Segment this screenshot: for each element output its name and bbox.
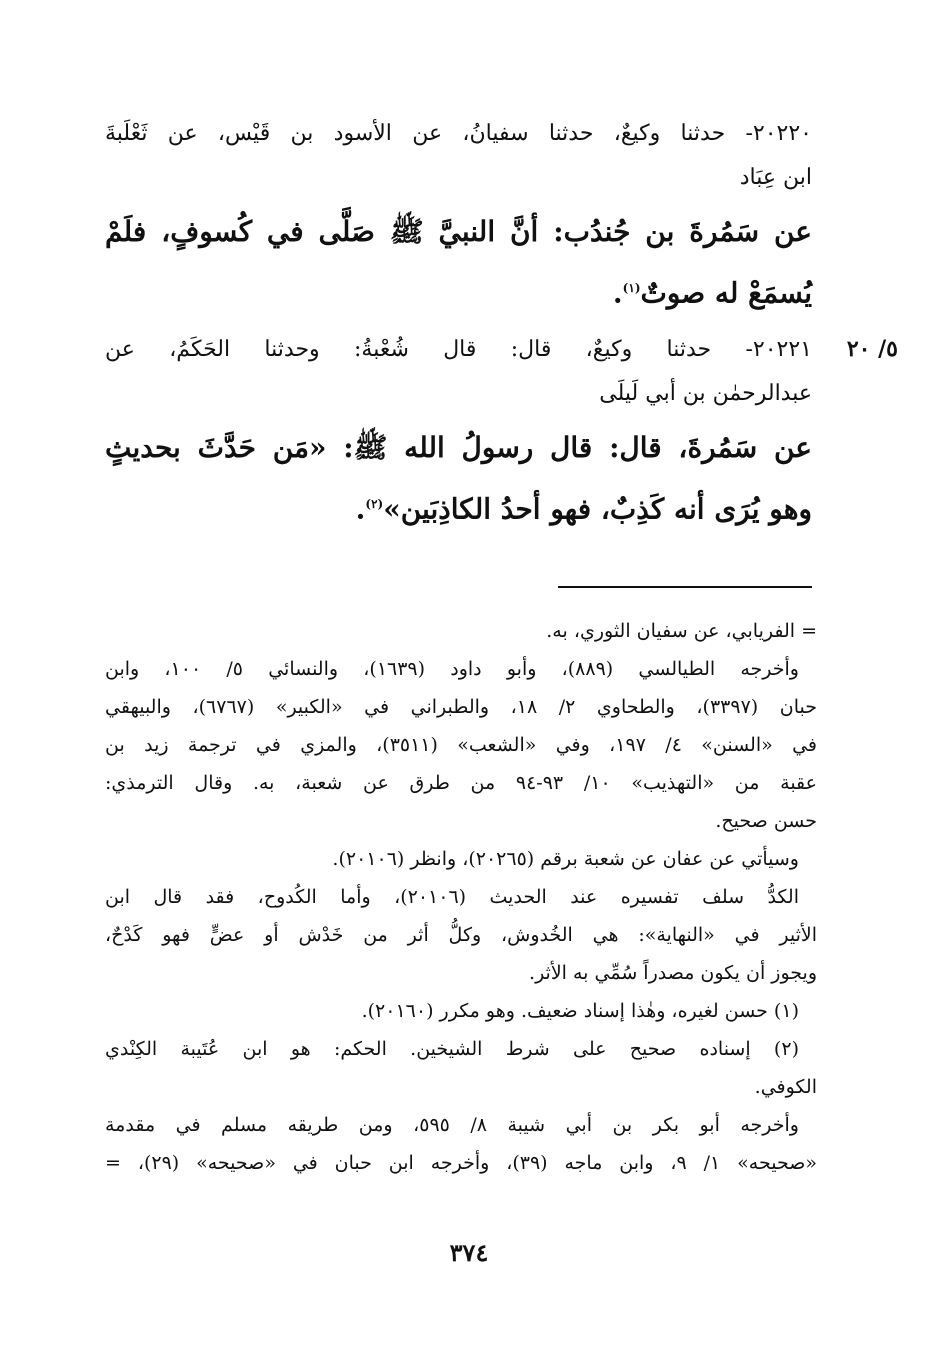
hadith-20221-matn [105,420,812,537]
footnote-line: وأخرجه الطيالسي (٨٨٩)، وأبو داود (١٦٣٩)، والنسائي ٥/ ١٠٠، وابن [105,658,799,680]
matn-line [105,260,812,321]
isnad-line: عبدالرحمٰن بن أبي لَيلَى [599,381,812,406]
matn-end-punct: . [355,492,366,526]
hadith-20220-isnad [105,112,812,200]
hadith-20221-isnad [105,328,812,416]
footnote-line: الكوفي. [754,1076,817,1098]
footnote-line: حسن صحيح. [715,810,817,832]
footnote-line: عقبة من «التهذيب» ١٠/ ٩٣-٩٤ من طرق عن شعبة، به. وقال الترمذي: [105,772,817,794]
page-number: ٣٧٤ [449,1238,489,1267]
matn-text: يُسمَعْ له صوتٌ [640,276,812,310]
footnote-line: الكدُّ سلف تفسيره عند الحديث (٢٠١٠٦)، وأما الكُدوح، فقد قال ابن [105,886,799,908]
matn-line: عن سَمُرةَ، قال: قال رسولُ الله ﷺ: «مَن حَدَّثَ بحديثٍ [105,431,812,464]
matn-text: وهو يُرَى أنه كَذِبٌ، فهو أحدُ الكاذِبَين» [383,492,812,526]
isnad-line: ٢٠٢٢٠- حدثنا وكيعٌ، حدثنا سفيانُ، عن الأسود بن قَيْس، عن ثَعْلَبةَ [105,121,812,146]
footnote-line: ويجوز أن يكون مصدراً سُمِّي به الأثر. [529,962,817,984]
footnote-ref: (٢) [365,497,384,511]
matn-line: عن سَمُرةَ بن جُندُب: أنَّ النبيَّ ﷺ صَلَّى في كُسوفٍ، فلَمْ [105,215,812,248]
footnote-line: وأخرجه أبو بكر بن أبي شيبة ٨/ ٥٩٥، ومن طريقه مسلم في مقدمة [105,1114,799,1136]
margin-reference: ٥/ ٢٠ [846,336,898,362]
footnote-line: وسيأتي عن عفان عن شعبة برقم (٢٠٢٦٥)، وانظر (٢٠١٠٦). [332,848,799,870]
footnote-ref: (١) [622,281,641,295]
isnad-line: ابن عِبَاد [739,165,812,190]
footnote-separator [558,586,812,588]
footnotes [105,612,817,1182]
footnote-line: = الفريابي، عن سفيان الثوري، به. [546,620,817,642]
footnote-line: في «السنن» ٤/ ١٩٧، وفي «الشعب» (٣٥١١)، والمزي في ترجمة زيد بن [105,734,817,756]
footnote-line: الأثير في «النهاية»: هي الخُدوش، وكلُّ أثر من خَدْش أو عضٍّ فهو كَدْحٌ، [105,924,817,946]
isnad-line: ٢٠٢٢١- حدثنا وكيعٌ، قال: قال شُعْبةُ: وحدثنا الحَكَمُ، عن [105,337,812,362]
matn-line [105,476,812,537]
footnote-line: حبان (٣٣٩٧)، والطحاوي ٢/ ١٨، والطبراني في «الكبير» (٦٧٦٧)، والبيهقي [105,696,817,718]
footnote-2: (٢) إسناده صحيح على شرط الشيخين. الحكم: هو ابن عُتَيبة الكِنْدي [105,1038,799,1060]
hadith-20220-matn [105,204,812,321]
footnote-line: «صحيحه» ١/ ٩، وابن ماجه (٣٩)، وأخرجه ابن حبان في «صحيحه» (٢٩)، = [105,1152,817,1174]
footnote-1: (١) حسن لغيره، وهٰذا إسناد ضعيف. وهو مكرر (٢٠١٦٠). [361,1000,799,1022]
matn-end-punct: . [612,276,623,310]
